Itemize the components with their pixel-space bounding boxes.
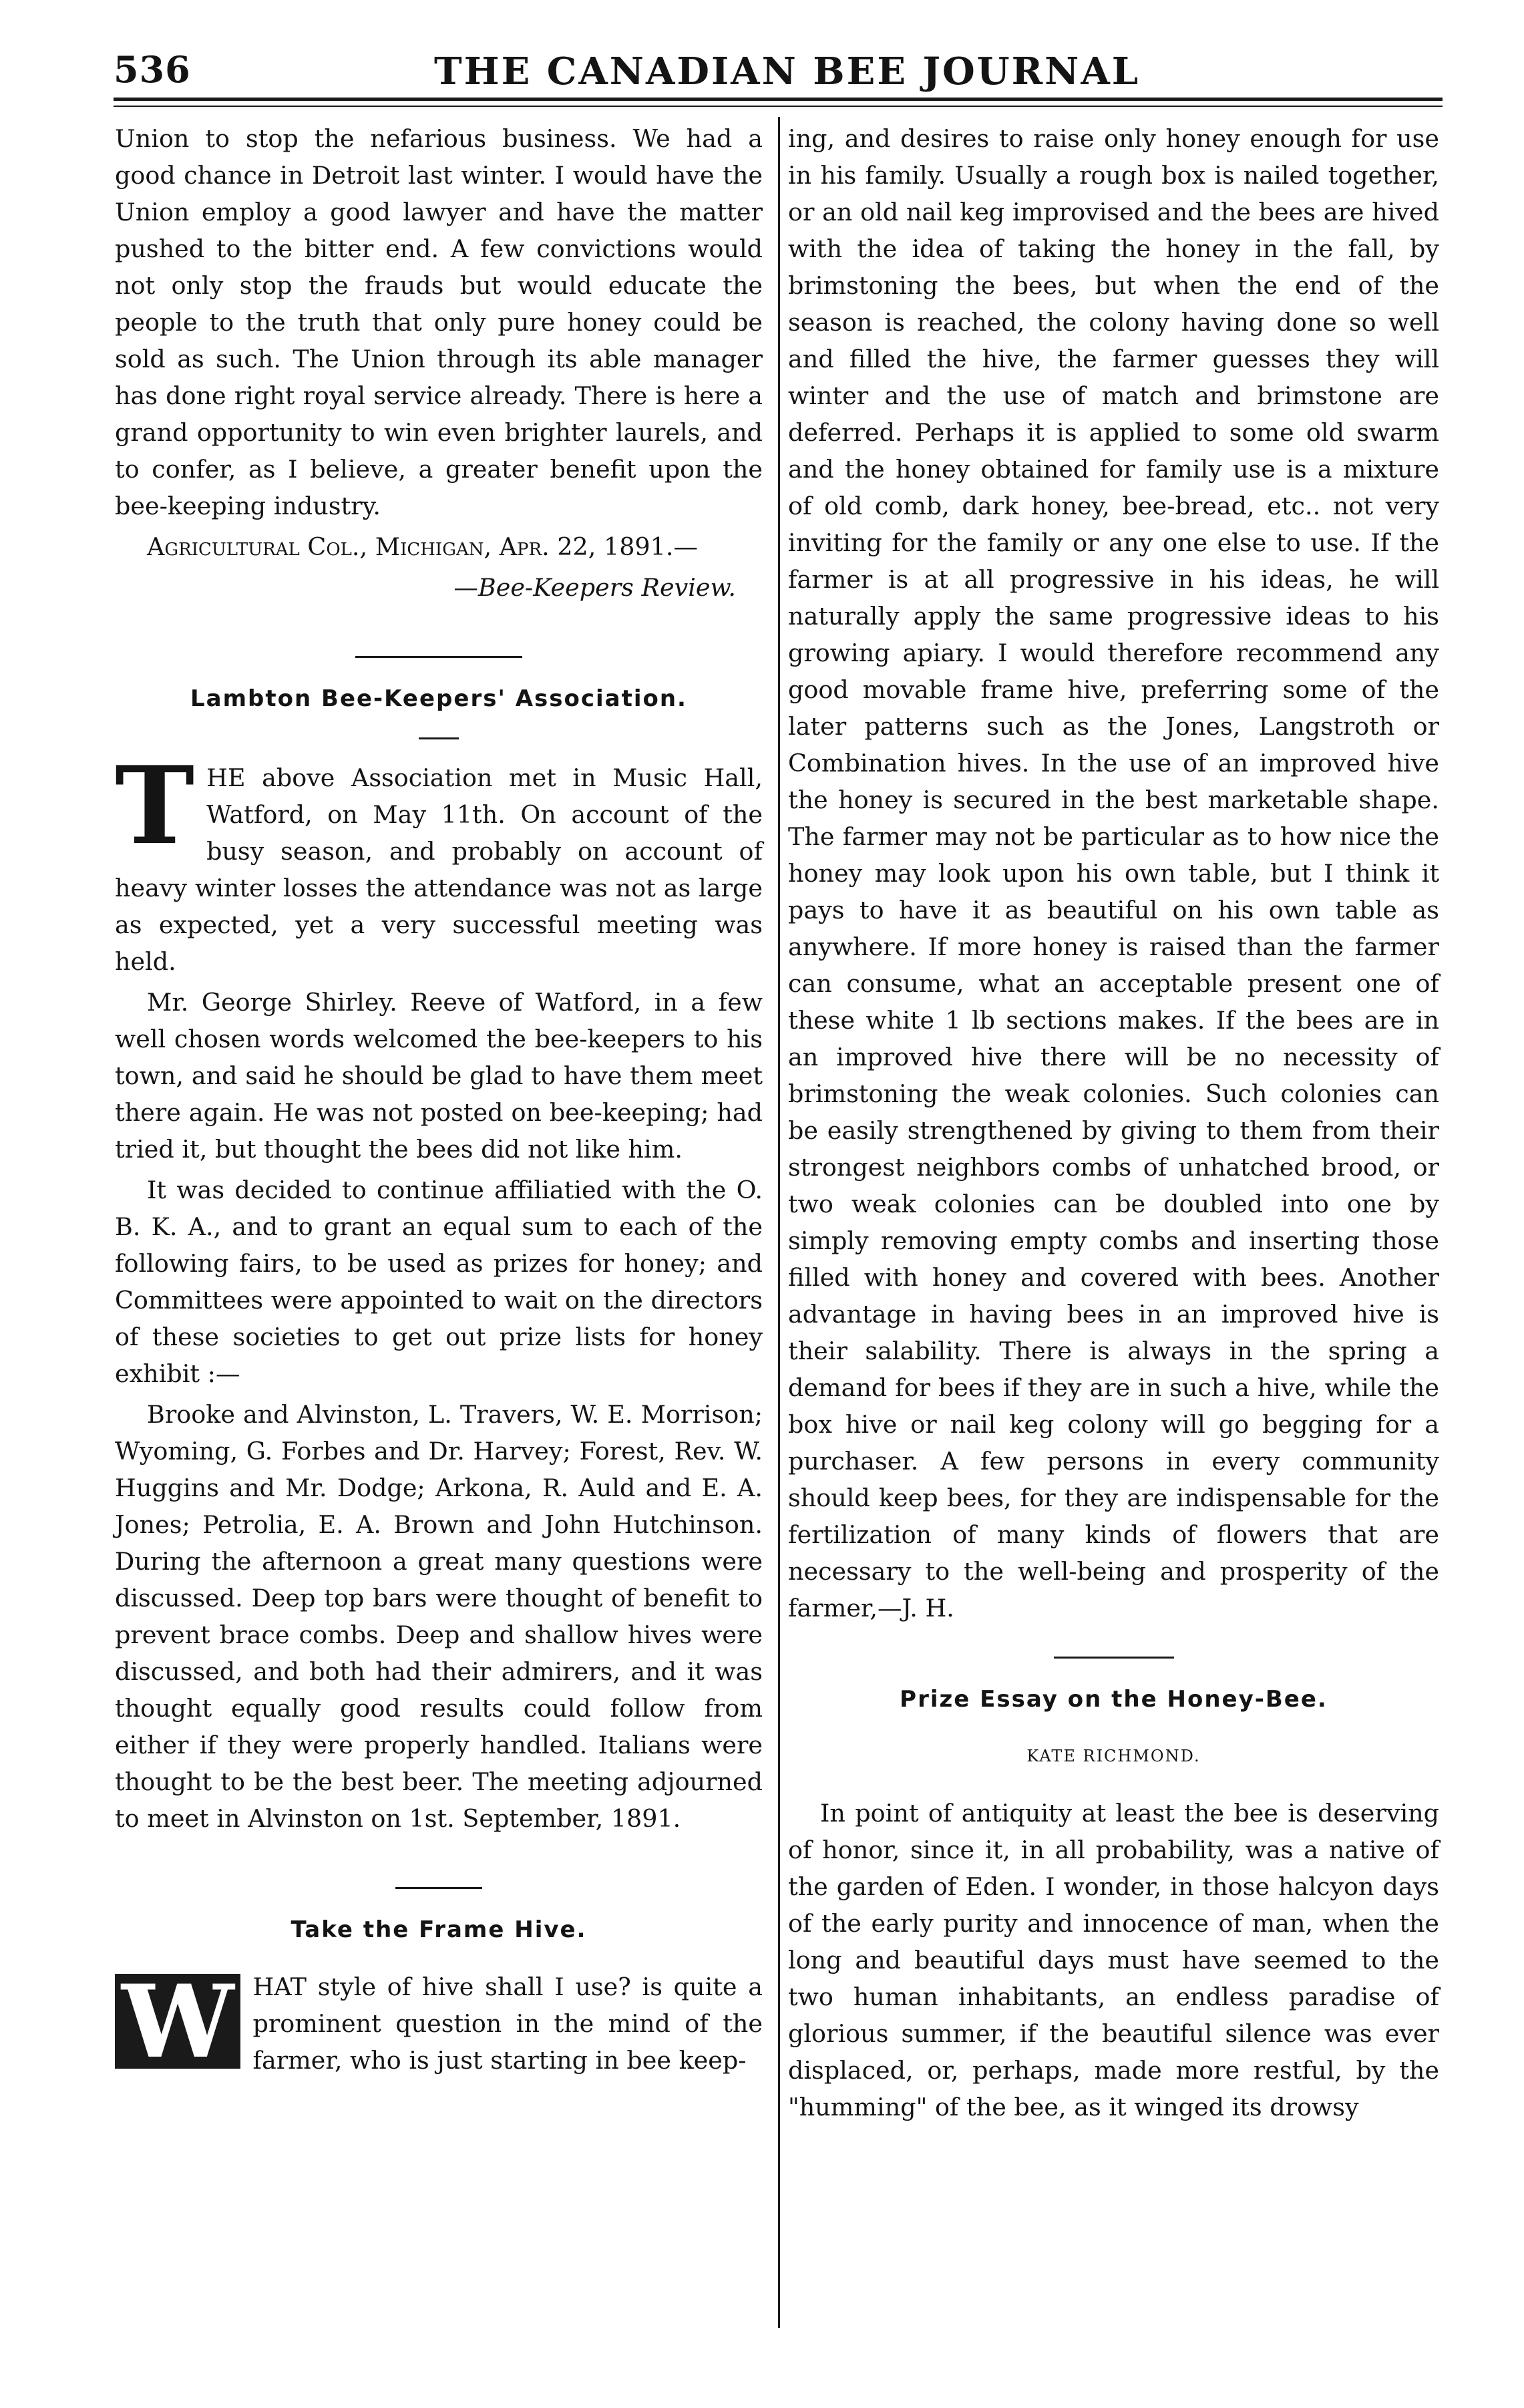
article-continuation: ing, and desires to raise only honey enough for use in his family. Usually a rough box is nailed together, or an old nail keg improvised and the bees are hived with the idea of taking the honey in the fall, by brimstoning the bees, but when the end of the season is reached, the colony having done so well and filled the hive, the farmer guesses they will winter and the use of match and brimstone are deferred. Perhaps it is applied to some old swarm and the honey obtained for family use is a mixture of old comb, dark honey, bee-bread, etc.. not very inviting for the family or any one else to use. If the farmer is at all progressive in his ideas, he will naturally apply the same progressive ideas to his growing apiary. I would therefore recommend any good movable frame hive, preferring some of the later patterns such as the Jones, Langstroth or Combination hives. In the use of an improved hive the honey is secured in the best marketable shape. The farmer may not be particular as to how nice the honey may look upon his own table, but I think it pays to have it as beautiful on his own table as anywhere. If more honey is raised than the farmer can consume, what an acceptable present one of these white 1 lb sections makes. If the bees are in an improved hive there will be no necessity of brimstoning the weak colonies. Such colonies can be easily strengthened by giving to them from their strongest neighbors combs of unhatched brood, or two weak colonies can be doubled into one by simply removing empty combs and inserting those filled with honey and covered with bees. Another advantage in having bees in an improved hive is their salability. There is always in the spring a demand for bees if they are in such a hive, while the box hive or nail keg colony will go begging for a purchaser. A few persons in every community should keep bees, for they are indispensable for the fertilization of many kinds of flowers that are necessary to the well-being and prosperity of the farmer,—J. H. [788,124,1439,1622]
page-number: 536 [114,48,191,91]
paragraph: HE above Association met in Music Hall, Watford, on May 11th. On account of the busy season, and probably on account of heavy winter losses the attendance was not as large as expected, yet a very successful meeting was held. [115,763,763,976]
header-rule-thin [114,106,1443,107]
article-heading-prize-essay: Prize Essay on the Honey-Bee. [900,1686,1328,1713]
paragraph: In point of antiquity at least the bee is deserving of honor, since it, in all probability, was a native of the garden of Eden. I wonder, in those halcyon days of the early purity and innocence of man, when the long and beautiful days must have seemed to the two human inhabitants, an endless paradise of glorious summer, if the beautiful silence was ever displaced, or, perhaps, made more restful, by the "humming" of the bee, as it winged its drowsy [788,1799,1439,2121]
drop-cap-t: T [115,743,195,868]
article-heading-lambton: Lambton Bee-Keepers' Association. [190,685,687,712]
paragraph: HAT style of hive shall I use? is quite a prominent question in the mind of the farmer, who is just starting in bee keep- [252,1972,763,2075]
dateline: Agricultural Col., Michigan, Apr. 22, 1891.— [147,532,698,561]
heading-rule [419,737,459,739]
right-column [788,120,1439,2129]
section-ornament [115,646,763,666]
journal-title: THE CANADIAN BEE JOURNAL [434,49,1141,94]
section-ornament [788,1647,1439,1667]
header-rule [114,98,1443,101]
left-column [115,120,763,2083]
paragraph: Mr. George Shirley. Reeve of Watford, in a few well chosen words welcomed the bee-keepers to his town, and said he should be glad to have them meet there again. He was not posted on bee-keeping; had tried it, but thought the bees did not like him. [115,988,763,1164]
column-divider [778,117,780,2328]
source-credit: —Bee-Keepers Review. [453,573,736,602]
paragraph: Brooke and Alvinston, L. Travers, W. E. Morrison; Wyoming, G. Forbes and Dr. Harvey; Forest, Rev. W. Huggins and Mr. Dodge; Arkona, R. Auld and E. A. Jones; Petrolia, E. A. Brown and John Hutchinson. During the afternoon a great many questions were discussed. Deep top bars were thought of benefit to prevent brace combs. Deep and shallow hives were discussed, and both had their admirers, and it was thought equally good results could follow from either if they were properly handled. Italians were thought to be the best beer. The meeting adjourned to meet in Alvinston on 1st. September, 1891. [115,1400,763,1833]
article-heading-frame-hive: Take the Frame Hive. [291,1916,587,1943]
lambton-intro [115,743,763,980]
section-ornament [115,1877,763,1897]
paragraph: It was decided to continue affiliatied with the O. B. K. A., and to grant an equal sum to each of the following fairs, to be used as prizes for honey; and Committees were appointed to wait on the directors of these societies to get out prize lists for honey exhibit :— [115,1176,763,1388]
page-header [114,40,1443,114]
ornate-drop-cap-w: W [115,1974,240,2069]
frame-hive-intro [115,1963,763,2081]
byline: KATE RICHMOND. [1026,1747,1201,1765]
article-continuation: Union to stop the nefarious business. We had a good chance in Detroit last winter. I would have the Union employ a good lawyer and have the matter pushed to the bitter end. A few convictions would not only stop the frauds but would educate the people to the truth that only pure honey could be sold as such. The Union through its able manager has done right royal service already. There is here a grand opportunity to win even brighter laurels, and to confer, as I believe, a greater benefit upon the bee-keeping industry. [115,124,763,520]
